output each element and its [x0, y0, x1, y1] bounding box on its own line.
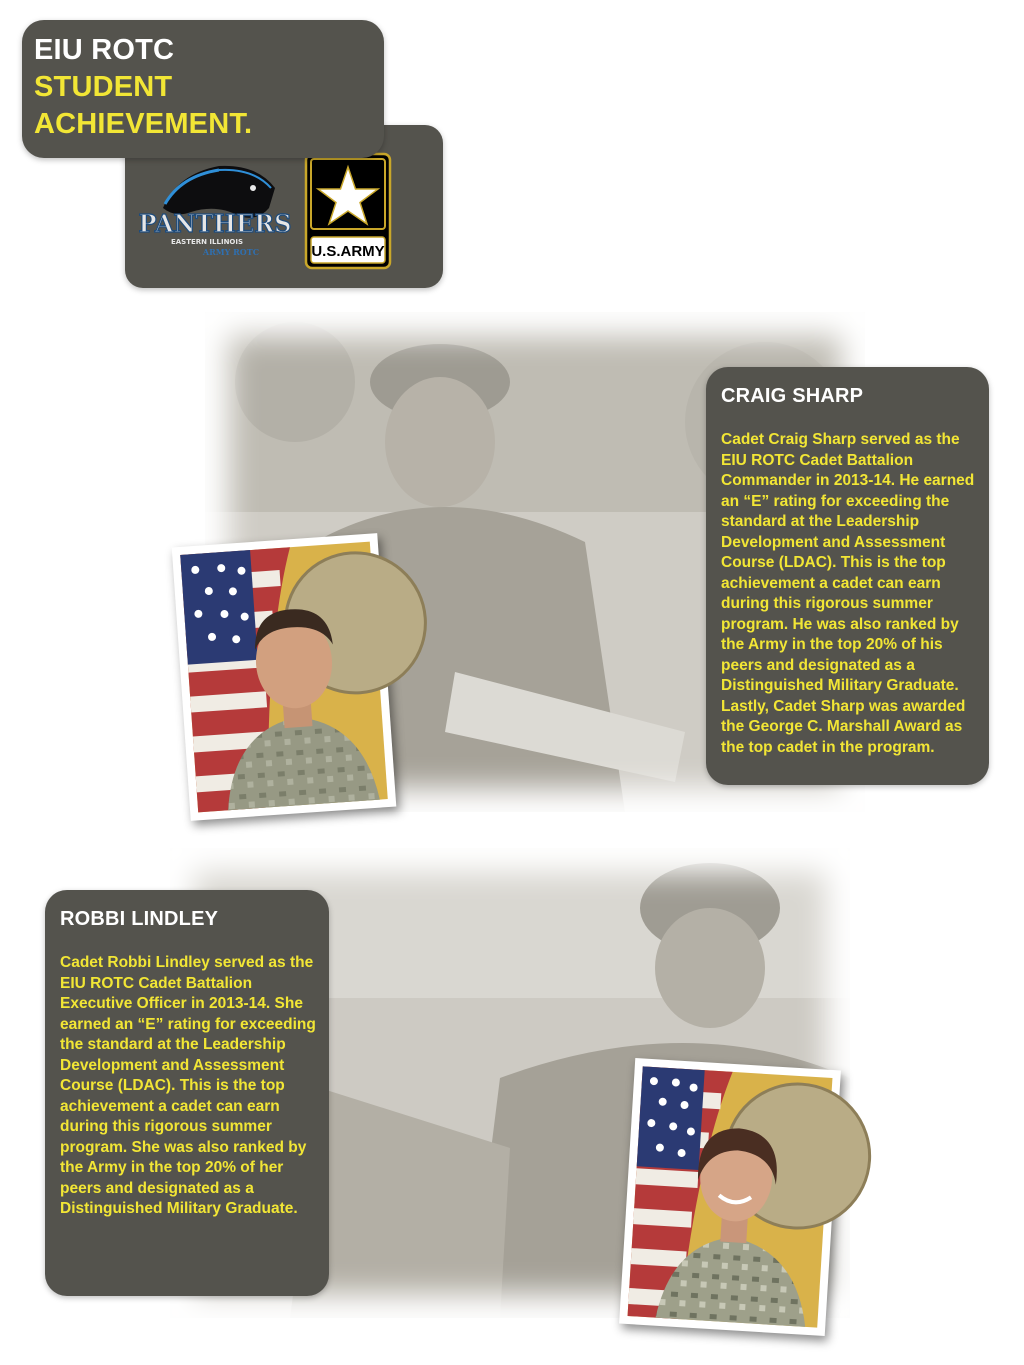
profile-bio: Cadet Robbi Lindley served as the EIU ROTC Cadet Battalion Executive Officer in 2013-14. She earned an “E” rating for exceeding the standard at the Leadership Development and Assessment Course (LDAC). This is the top achievement a cadet can earn during this rigorous summer program. She was also ranked by the Army in the top 20% of her peers and designated as a Distinguished Military Graduate.: [60, 954, 316, 1217]
panthers-logo: [138, 160, 292, 260]
profile-name: ROBBI LINDLEY: [60, 908, 219, 930]
panthers-wordmark: PANTHERS: [138, 209, 292, 238]
profile-panel-lindley: [45, 890, 329, 1296]
profile-name: CRAIG SHARP: [721, 385, 864, 407]
title-line-2: STUDENT: [34, 71, 173, 103]
army-wordmark: U.S.ARMY: [311, 243, 385, 260]
portrait-photo-lindley: [619, 1058, 841, 1336]
portrait-photo-sharp: [172, 533, 397, 821]
title-line-3: ACHIEVEMENT.: [34, 108, 253, 140]
panthers-rotc: ARMY ROTC: [202, 247, 260, 257]
profile-bio: Cadet Craig Sharp served as the EIU ROTC Cadet Battalion Commander in 2013-14. He earned an “E” rating for exceeding the standard at the Leadership Development and Assessment Course (LDAC). This is the top achievement a cadet can earn during this rigorous summer program. He was also ranked by the Army in the top 20% of his peers and designated as a Distinguished Military Graduate. Lastly, Cadet Sharp was awarded the George C. Marshall Award as the top cadet in the program.: [721, 431, 975, 756]
title-line-1: EIU ROTC: [34, 34, 175, 66]
title-panel: [22, 20, 384, 158]
profile-panel-sharp: [706, 367, 989, 785]
panthers-subtitle: EASTERN ILLINOIS: [170, 238, 244, 246]
us-army-logo: [305, 153, 391, 269]
